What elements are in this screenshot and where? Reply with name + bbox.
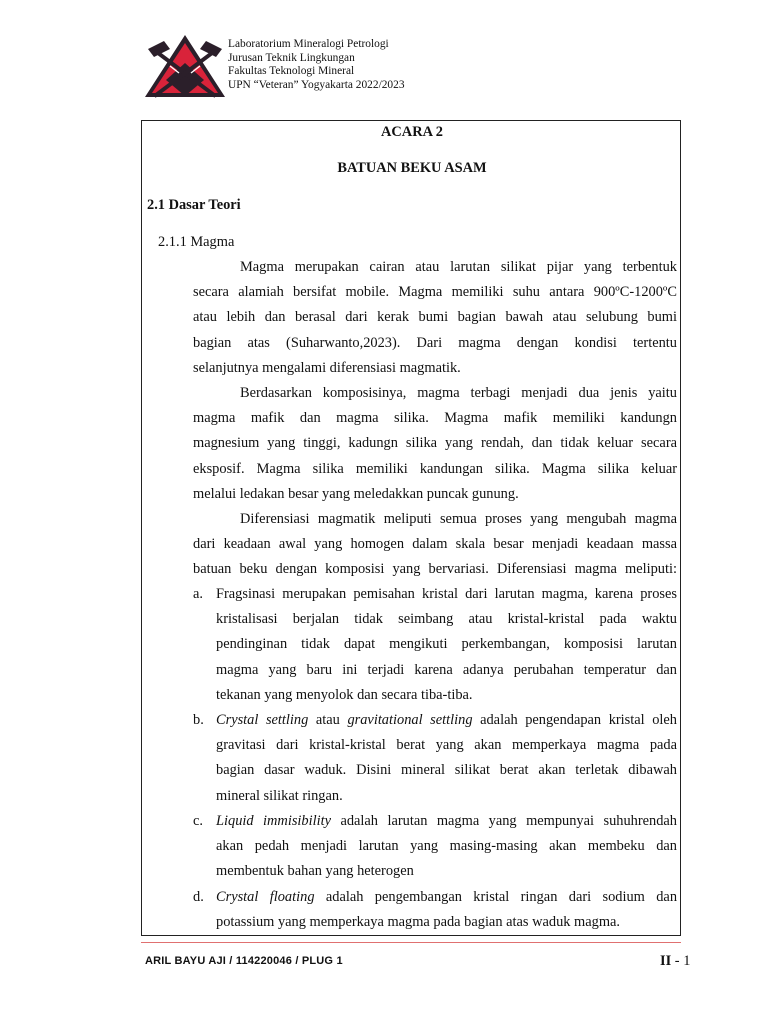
- list-marker: c.: [193, 813, 203, 829]
- list-line: bagian dasar waduk. Disini mineral silikat berat akan terletak dibawah: [216, 762, 677, 779]
- list-item-b: [193, 708, 677, 809]
- header-text: [228, 38, 405, 92]
- list-marker: d.: [193, 889, 204, 905]
- chapter-number: II: [660, 953, 672, 969]
- page-number: [660, 953, 690, 970]
- paragraph-line: Magma merupakan cairan atau larutan silikat pijar yang terbentuk: [240, 259, 677, 275]
- paragraph-line: melalui ledakan besar yang meledakkan puncak gunung.: [193, 485, 519, 502]
- list-item-d: [193, 885, 677, 936]
- header-faculty: Fakultas Teknologi Mineral: [228, 65, 355, 78]
- paragraph-1: [193, 255, 677, 381]
- list-line: magma yang baru ini terjadi karena adanya perubahan temperatur dan: [216, 661, 677, 678]
- paragraph-line: selanjutnya mengalami diferensiasi magmatik.: [193, 359, 461, 376]
- list-line-rest: adalah pengendapan kristal oleh: [472, 712, 678, 728]
- list-line: mineral silikat ringan.: [216, 787, 343, 804]
- list-line-rest: adalah pengembangan kristal ringan dari sodium dan: [314, 889, 678, 905]
- paragraph-line: batuan beku dengan komposisi yang bervariasi. Diferensiasi magma meliputi:: [193, 561, 677, 578]
- paragraph-line: bagian atas (Suharwanto,2023). Dari magma dengan kondisi tertentu: [193, 334, 677, 351]
- section-heading: 2.1 Dasar Teori: [147, 197, 241, 213]
- page-number-value: 1: [683, 953, 691, 969]
- list-line: gravitasi dari kristal-kristal berat yang akan memperkaya magma pada: [216, 737, 677, 754]
- document-title: ACARA 2: [381, 124, 443, 140]
- list-line: [216, 885, 677, 910]
- page-separator: -: [671, 953, 684, 969]
- list-line: [216, 809, 677, 834]
- page-header: [144, 33, 704, 99]
- paragraph-line: eksposif. Magma silika memiliki kandungan silika. Magma silika keluar: [193, 460, 677, 477]
- list-marker: b.: [193, 712, 204, 728]
- list-line: tekanan yang menyolok dan secara tiba-tiba.: [216, 686, 473, 703]
- document-subtitle: BATUAN BEKU ASAM: [337, 160, 487, 176]
- paragraph-line: secara alamiah bersifat mobile. Magma memiliki suhu antara 900ºC-1200ºC: [193, 284, 677, 301]
- list-line: membentuk bahan yang heterogen: [216, 863, 414, 880]
- content-frame: [141, 120, 681, 936]
- list-line: kristalisasi berjalan tidak seimbang atau kristal-kristal pada waktu: [216, 611, 677, 628]
- term: Crystal settling: [216, 712, 309, 728]
- connector-text: atau: [308, 712, 348, 728]
- header-lab: Laboratorium Mineralogi Petrologi: [228, 38, 389, 50]
- header-university: UPN “Veteran” Yogyakarta 2022/2023: [228, 78, 405, 91]
- footer-rule: [141, 942, 681, 943]
- subsection-heading: 2.1.1 Magma: [158, 234, 235, 250]
- paragraph-2: [193, 381, 677, 507]
- paragraph-line: Berdasarkan komposisinya, magma terbagi menjadi dua jenis yaitu: [240, 385, 677, 401]
- paragraph-line: magma mafik dan magma silika. Magma mafik memiliki kandungn: [193, 410, 677, 427]
- paragraph-line: dari keadaan awal yang homogen dalam skala besar menjadi keadaan massa: [193, 536, 677, 553]
- list-line: akan pedah menjadi larutan yang masing-masing akan membeku dan: [216, 838, 677, 855]
- term: gravitational settling: [347, 712, 473, 728]
- paragraph-line: Diferensiasi magmatik meliputi semua proses yang mengubah magma: [240, 511, 677, 527]
- list-marker: a.: [193, 586, 203, 602]
- list-item-c: [193, 809, 677, 885]
- paragraph-line: magnesium yang tinggi, kadungn silika yang rendah, dan tidak keluar secara: [193, 435, 677, 452]
- list-item-a: [193, 582, 677, 708]
- header-department: Jurusan Teknik Lingkungan: [228, 51, 355, 64]
- list-line: Fragsinasi merupakan pemisahan kristal dari larutan magma, karena proses: [216, 586, 677, 602]
- term: Crystal floating: [216, 889, 315, 905]
- paragraph-line: atau lebih dan berasal dari kerak bumi bagian bawah atau selubung bumi: [193, 309, 677, 326]
- list-line: [216, 708, 677, 733]
- paragraph-3: [193, 507, 677, 583]
- lab-logo-icon: [144, 33, 226, 99]
- footer-author: ARIL BAYU AJI / 114220046 / PLUG 1: [145, 955, 343, 967]
- term: Liquid immisibility: [216, 813, 331, 829]
- list-line: pendinginan tidak dapat mengikuti perkembangan, komposisi larutan: [216, 636, 677, 653]
- list-line-rest: adalah larutan magma yang mempunyai suhuhrendah: [331, 813, 677, 829]
- list-line: potassium yang memperkaya magma pada bagian atas waduk magma.: [216, 914, 621, 931]
